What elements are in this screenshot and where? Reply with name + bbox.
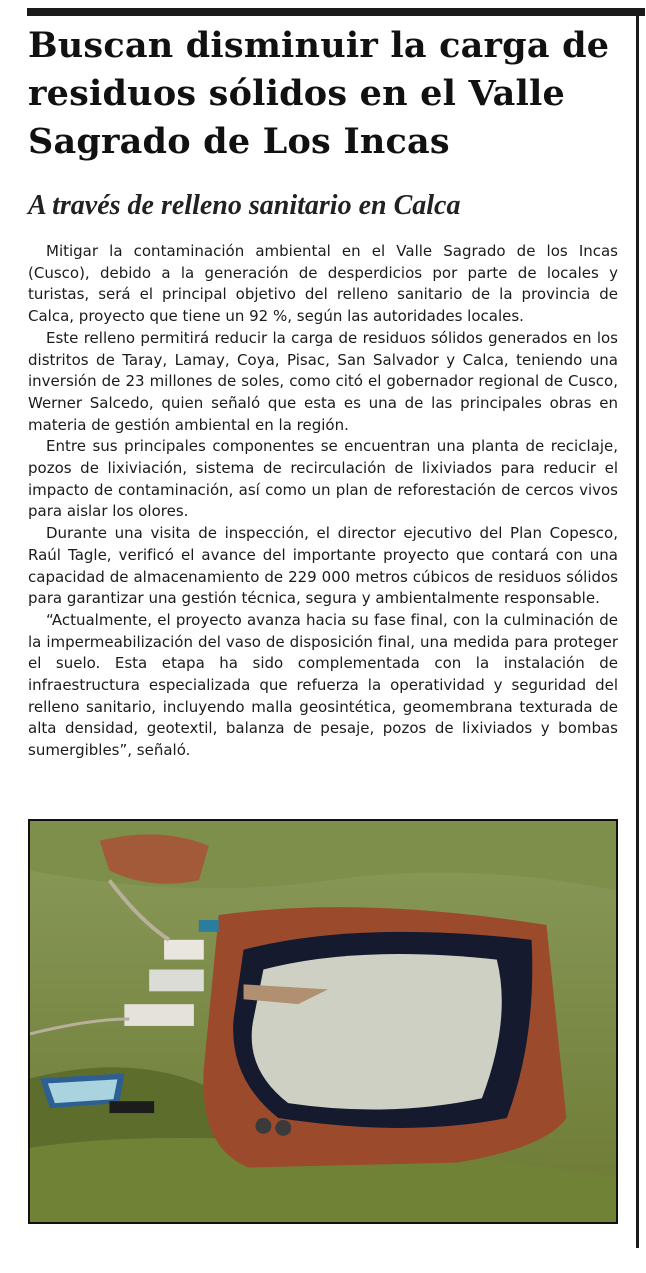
column-rule — [636, 8, 639, 1248]
paragraph: Durante una visita de inspección, el director ejecutivo del Plan Copesco, Raúl Tagle, verificó el avance del importante proyecto que contará con una capacidad de almacenamiento de 229 000 metros cúbicos de residuos sólidos para garantizar una gestión técnica, segura y ambientalmente responsable. — [28, 524, 618, 608]
paragraph: Entre sus principales componentes se encuentran una planta de reciclaje, pozos de lixiviación, sistema de recirculación de lixiviados para reducir el impacto de contaminación, así como un plan de reforestación de cercos vivos para aislar los olores. — [28, 437, 618, 521]
article-body — [28, 241, 618, 762]
landfill-illustration — [30, 821, 616, 1222]
subheadline: A través de relleno sanitario en Calca — [28, 190, 461, 221]
aerial-landfill-photo — [28, 819, 618, 1224]
paragraph: “Actualmente, el proyecto avanza hacia su fase final, con la culminación de la impermeabilización del vaso de disposición final, una medida para proteger el suelo. Esta etapa ha sido complementada con la instalación de infraestructura especializada que refuerza la operatividad y seguridad del relleno sanitario, incluyendo malla geosintética, geomembrana texturada de alta densidad, geotextil, balanza de pesaje, pozos de lixiviados y bombas sumergibles”, señaló. — [28, 610, 618, 760]
paragraph: Este relleno permitirá reducir la carga de residuos sólidos generados en los distritos de Taray, Lamay, Coya, Pisac, San Salvador y Calca, teniendo una inversión de 23 millones de soles, como citó el gobernador regional de Cusco, Werner Salcedo, quien señaló que esta es una de las principales obras en materia de gestión ambiental en la región. — [28, 328, 618, 434]
top-rule — [27, 8, 645, 16]
headline: Buscan disminuir la carga de residuos sólidos en el Valle Sagrado de Los Incas — [28, 25, 610, 162]
paragraph: Mitigar la contaminación ambiental en el Valle Sagrado de los Incas (Cusco), debido a la generación de desperdicios por parte de locales y turistas, será el principal objetivo del relleno sanitario de la provincia de Calca, proyecto que tiene un 92 %, según las autoridades locales. — [28, 242, 618, 326]
